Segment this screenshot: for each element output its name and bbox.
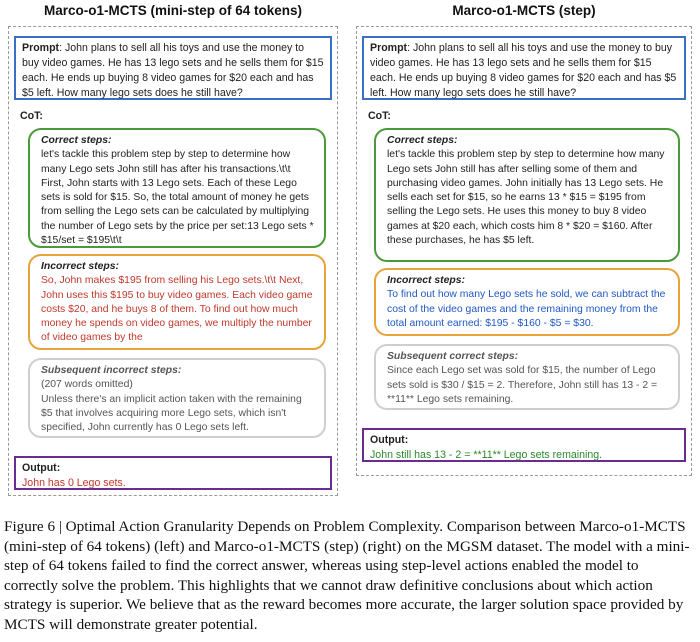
right-output-box — [362, 428, 686, 462]
right-incorrect-steps-box — [374, 268, 680, 336]
right-prompt-label: Prompt — [370, 42, 408, 54]
right-prompt-text: : John plans to sell all his toys and use the money to buy video games. He has 13 lego sets and he sells them for $15 each. He ends up buying 8 video games for $20 each and has $5 left. How many lego sets does he still have? — [370, 42, 677, 99]
right-correct-steps-box — [374, 128, 680, 262]
left-subsequent-steps-box — [28, 358, 326, 438]
left-correct-header: Correct steps: — [41, 135, 112, 146]
right-subsequent-header: Subsequent correct steps: — [387, 351, 519, 362]
right-cot-label: CoT: — [368, 110, 391, 122]
left-incorrect-header: Incorrect steps: — [41, 261, 119, 272]
left-output-box — [14, 456, 332, 490]
right-subsequent-text: Since each Lego set was sold for $15, the number of Lego sets sold is $30 / $15 = 2. Therefore, John still has 13 - 2 = **11** Lego sets remaining. — [387, 365, 658, 405]
left-correct-steps-box — [28, 128, 326, 248]
figure-caption: Figure 6 | Optimal Action Granularity Depends on Problem Complexity. Comparison between Marco-o1-MCTS (mini-step of 64 tokens) (left) and Marco-o1-MCTS (step) (right) on the MGSM dataset. The model with a mini-step of 64 tokens failed to find the correct answer, whereas using step-level actions enabled the model to correctly solve the problem. This highlights that we cannot draw definitive conclusions about which action strategy is superior. We believe that as the reward becomes more accurate, the larger solution space provided by MCTS will demonstrate greater potential. — [4, 518, 690, 633]
left-prompt-text: : John plans to sell all his toys and use the money to buy video games. He has 13 lego sets and he sells them for $15 each. He ends up buying 8 video games for $20 each and has $5 left. How many lego sets does he still have? — [22, 42, 324, 99]
left-subsequent-header: Subsequent incorrect steps: — [41, 365, 182, 376]
left-incorrect-text: So, John makes $195 from selling his Lego sets.\t\t Next, John uses this $195 to buy video games. Each video game costs $20, and he buys 8 of them. To find out how much money he spends on video games, we multiply the number of video games by the — [41, 275, 313, 344]
right-output-label: Output: — [370, 434, 409, 446]
left-output-label: Output: — [22, 462, 61, 474]
left-prompt-label: Prompt — [22, 42, 60, 54]
right-correct-header: Correct steps: — [387, 135, 458, 146]
left-cot-label: CoT: — [20, 110, 43, 122]
left-column-title: Marco-o1-MCTS (mini-step of 64 tokens) — [43, 3, 303, 18]
left-subsequent-note: (207 words omitted) — [41, 379, 133, 391]
right-output-text: John still has 13 - 2 = **11** Lego sets remaining. — [370, 449, 603, 461]
left-subsequent-text: Unless there's an implicit action taken with the remaining $5 that involves acquiring more Lego sets, which isn't specified, John currently has 0 Lego sets left. — [41, 393, 302, 434]
right-prompt-box — [362, 36, 686, 100]
right-subsequent-steps-box — [374, 344, 680, 410]
left-prompt-box — [14, 36, 332, 100]
left-output-text: John has 0 Lego sets. — [22, 477, 126, 489]
right-correct-text: let's tackle this problem step by step to determine how many Lego sets John still has after selling some of them and purchasing video games. John initially has 13 Lego sets. He sells each set for $15, so he earns 13 * $15 = $195 from selling the Lego sets. He uses this money to buy 8 video games at $20 each, which costs him 8 * $20 = $160. After these purchases, he has $5 left. — [387, 149, 665, 247]
left-correct-text: let's tackle this problem step by step to determine how many Lego sets John still has after his transactions.\t\t First, John starts with 13 Lego sets. Each of these Lego sets is sold for $15. So, the total amount of money he gets from selling the Lego sets can be calculated by multiplying the number of Lego sets by the price per set:13 Lego sets * $15/set = $195\t\t — [41, 149, 314, 247]
left-incorrect-steps-box — [28, 254, 326, 350]
right-column-title: Marco-o1-MCTS (step) — [452, 3, 596, 18]
right-incorrect-header: Incorrect steps: — [387, 275, 465, 286]
right-incorrect-text: To find out how many Lego sets he sold, we can subtract the cost of the video games and the remaining money from the total amount earned: $195 - $160 - $5 = $30. — [387, 289, 666, 329]
